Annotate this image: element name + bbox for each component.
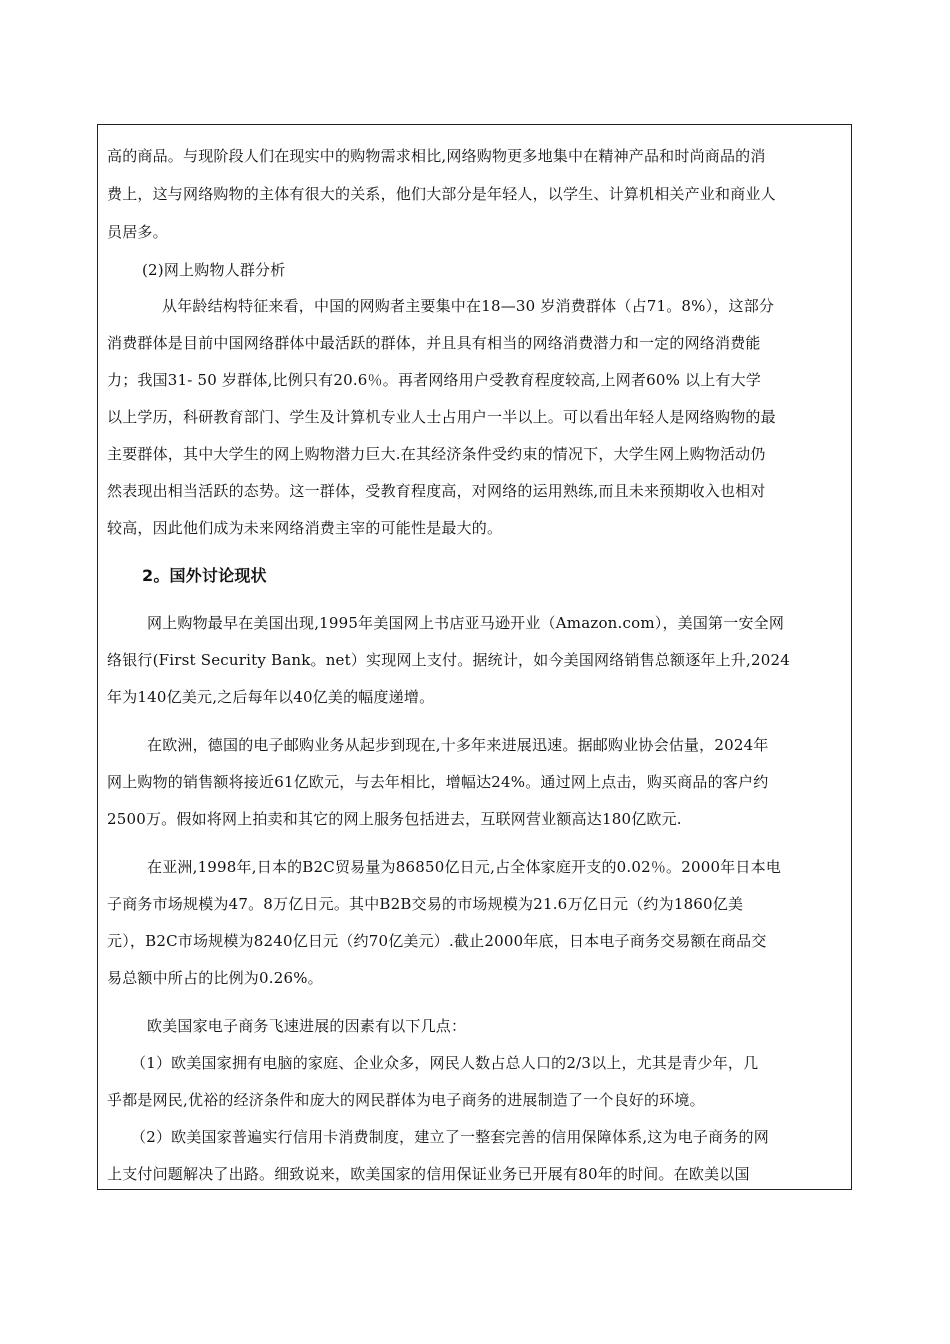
text-line: 以上学历，科研教育部门、学生及计算机专业人士占用户一半以上。可以看出年轻人是网络购物的最 (107, 408, 776, 426)
text-line: 上支付问题解决了出路。细致说来，欧美国家的信用保证业务已开展有80年的时间。在欧美以国 (107, 1165, 750, 1183)
text-line: 消费群体是目前中国网络群体中最活跃的群体，并且具有相当的网络消费潜力和一定的网络消费能 (107, 334, 761, 352)
text-line: 主要群体，其中大学生的网上购物潜力巨大.在其经济条件受约束的情况下，大学生网上购物活动仍 (107, 445, 766, 463)
text-line: 在亚洲,1998年,日本的B2C贸易量为86850亿日元,占全体家庭开支的0.02％。2000年日本电 (147, 858, 782, 876)
text-line: 网上购物的销售额将接近61亿欧元，与去年相比，增幅达24%。通过网上点击，购买商品的客户约 (107, 773, 769, 791)
text-line: 子商务市场规模为47。8万亿日元。其中B2B交易的市场规模为21.6万亿日元（约为1860亿美 (107, 895, 744, 913)
section-heading: 2。国外讨论现状 (142, 566, 267, 585)
text-line: 较高，因此他们成为未来网络消费主宰的可能性是最大的。 (107, 519, 503, 537)
text-line: 员居多。 (107, 223, 168, 241)
text-line: 年为140亿美元,之后每年以40亿美的幅度递增。 (107, 688, 435, 706)
text-line: 高的商品。与现阶段人们在现实中的购物需求相比,网络购物更多地集中在精神产品和时尚商品的消 (107, 147, 766, 165)
text-line: 费上，这与网络购物的主体有很大的关系，他们大部分是年轻人，以学生、计算机相关产业和商业人 (107, 185, 776, 203)
text-line: 从年龄结构特征来看，中国的网购者主要集中在18—30 岁消费群体（占71。8%），这部分 (162, 297, 775, 315)
text-line: 在欧洲，德国的电子邮购业务从起步到现在,十多年来进展迅速。据邮购业协会估量，2024年 (147, 736, 769, 754)
text-line: 元），B2C市场规模为8240亿日元（约70亿美元）.截止2000年底，日本电子商务交易额在商品交 (107, 932, 767, 950)
text-line: 力；我国31- 50 岁群体,比例只有20.6％。再者网络用户受教育程度较高,上网者60% 以上有大学 (107, 371, 762, 389)
text-line: 网上购物最早在美国出现,1995年美国网上书店亚马逊开业（Amazon.com），美国第一安全网 (147, 614, 785, 632)
text-line: 2500万。假如将网上拍卖和其它的网上服务包括进去，互联网营业额高达180亿欧元. (107, 810, 682, 828)
text-line: 乎都是网民,优裕的经济条件和庞大的网民群体为电子商务的进展制造了一个良好的环境。 (107, 1091, 705, 1109)
text-line: 欧美国家电子商务飞速进展的因素有以下几点： (147, 1017, 467, 1035)
text-line: 易总额中所占的比例为0.26%。 (107, 969, 323, 987)
subheading: (2)网上购物人群分析 (142, 261, 286, 279)
list-item: （1）欧美国家拥有电脑的家庭、企业众多，网民人数占总人口的2/3以上，尤其是青少年，几 (131, 1054, 759, 1072)
text-line: 然表现出相当活跃的态势。这一群体，受教育程度高，对网络的运用熟练,而且未来预期收入也相对 (107, 482, 766, 500)
text-line: 络银行(First Security Bank。net）实现网上支付。据统计，如今美国网络销售总额逐年上升,2024 (107, 651, 790, 669)
list-item: （2）欧美国家普遍实行信用卡消费制度，建立了一整套完善的信用保障体系,这为电子商务的网 (131, 1128, 769, 1146)
